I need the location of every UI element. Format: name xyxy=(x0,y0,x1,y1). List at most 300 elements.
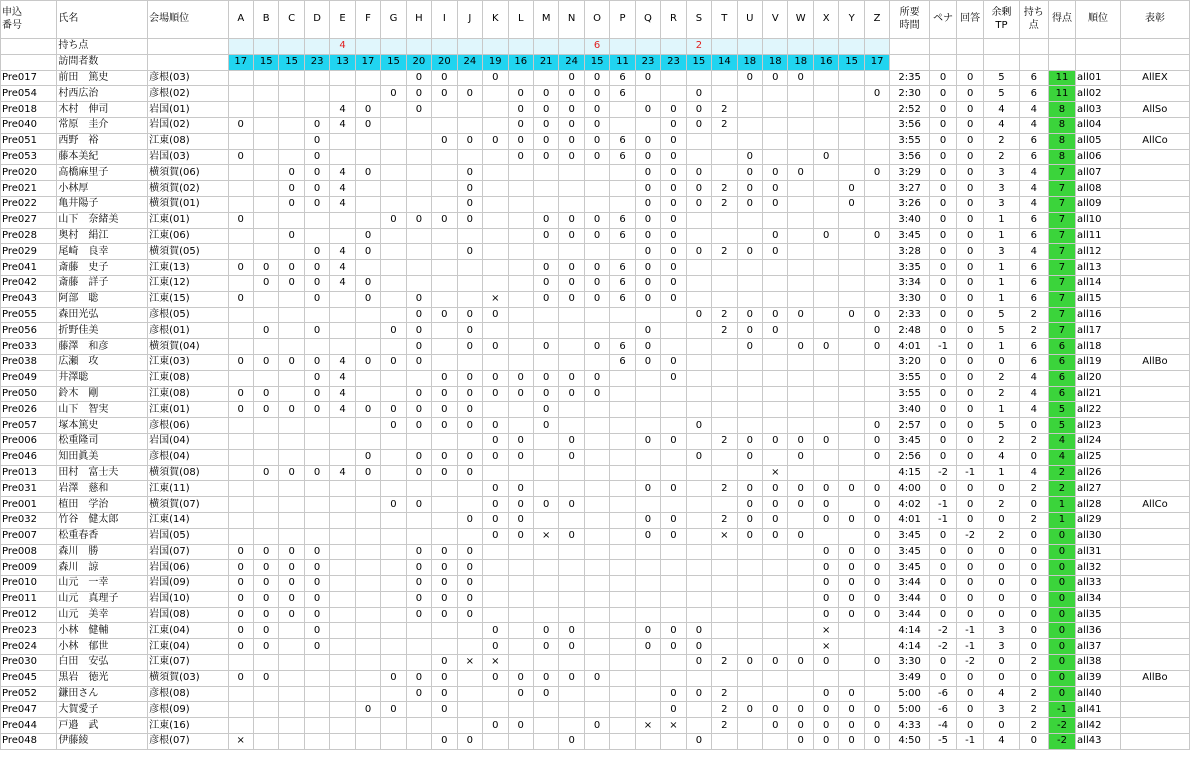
checkpoint-m: 0 xyxy=(533,497,558,513)
entry-id: Pre043 xyxy=(1,291,57,307)
checkpoint-g xyxy=(381,149,406,165)
points-cell xyxy=(355,39,380,55)
checkpoint-v xyxy=(763,133,788,149)
penalty: 0 xyxy=(929,544,956,560)
column-header: X xyxy=(813,1,838,39)
checkpoint-i xyxy=(432,497,457,513)
checkpoint-r: 0 xyxy=(661,102,686,118)
checkpoint-v xyxy=(763,402,788,418)
checkpoint-d xyxy=(304,670,329,686)
checkpoint-r: 0 xyxy=(661,354,686,370)
table-row xyxy=(1,702,1190,718)
checkpoint-g xyxy=(381,165,406,181)
checkpoint-z: 0 xyxy=(864,544,889,560)
checkpoint-c xyxy=(279,718,304,734)
checkpoint-q xyxy=(635,418,660,434)
checkpoint-x: 0 xyxy=(813,149,838,165)
venue-rank: 岩国(07) xyxy=(148,544,228,560)
checkpoint-q: 0 xyxy=(635,228,660,244)
elapsed-time: 3:55 xyxy=(890,370,930,386)
checkpoint-u xyxy=(737,370,762,386)
penalty: 0 xyxy=(929,165,956,181)
held-points: 6 xyxy=(1019,70,1048,86)
checkpoint-a xyxy=(228,196,253,212)
checkpoint-f: 0 xyxy=(355,102,380,118)
checkpoint-g xyxy=(381,607,406,623)
checkpoint-v: 0 xyxy=(763,323,788,339)
venue-rank: 彦根(04) xyxy=(148,449,228,465)
checkpoint-e xyxy=(330,481,355,497)
checkpoint-p xyxy=(610,655,635,671)
checkpoint-j xyxy=(457,497,482,513)
venue-rank: 横須賀(07) xyxy=(148,497,228,513)
overall-rank: all40 xyxy=(1076,686,1121,702)
participant-name: 大賀愛子 xyxy=(57,702,148,718)
checkpoint-j xyxy=(457,686,482,702)
checkpoint-g: 0 xyxy=(381,354,406,370)
checkpoint-f xyxy=(355,607,380,623)
checkpoint-m xyxy=(533,481,558,497)
checkpoint-i: 0 xyxy=(432,607,457,623)
checkpoint-k xyxy=(483,86,508,102)
total-score: 0 xyxy=(1048,544,1075,560)
penalty: 0 xyxy=(929,117,956,133)
points-cell xyxy=(533,39,558,55)
checkpoint-t: 2 xyxy=(712,117,737,133)
checkpoint-c xyxy=(279,449,304,465)
checkpoint-j xyxy=(457,670,482,686)
checkpoint-t xyxy=(712,133,737,149)
total-score: 0 xyxy=(1048,686,1075,702)
participant-name: 斎藤 詳子 xyxy=(57,275,148,291)
checkpoint-p xyxy=(610,576,635,592)
total-score: 8 xyxy=(1048,117,1075,133)
checkpoint-z xyxy=(864,70,889,86)
checkpoint-b xyxy=(253,655,278,671)
checkpoint-x: 0 xyxy=(813,544,838,560)
checkpoint-x xyxy=(813,212,838,228)
venue-rank: 江東(14) xyxy=(148,512,228,528)
checkpoint-d: 0 xyxy=(304,149,329,165)
checkpoint-x xyxy=(813,386,838,402)
surplus-tp: 1 xyxy=(984,275,1019,291)
blank-cell xyxy=(148,39,228,55)
checkpoint-z xyxy=(864,260,889,276)
checkpoint-y xyxy=(839,275,864,291)
checkpoint-o xyxy=(584,449,609,465)
checkpoint-d: 0 xyxy=(304,354,329,370)
checkpoint-v: 0 xyxy=(763,433,788,449)
checkpoint-r: 0 xyxy=(661,117,686,133)
checkpoint-g xyxy=(381,370,406,386)
checkpoint-p xyxy=(610,433,635,449)
surplus-tp: 0 xyxy=(984,576,1019,592)
surplus-tp: 0 xyxy=(984,670,1019,686)
elapsed-time: 3:44 xyxy=(890,591,930,607)
points-cell xyxy=(763,39,788,55)
checkpoint-o xyxy=(584,512,609,528)
table-row xyxy=(1,623,1190,639)
checkpoint-e: 4 xyxy=(330,354,355,370)
checkpoint-e xyxy=(330,718,355,734)
checkpoint-s xyxy=(686,607,711,623)
checkpoint-c: 0 xyxy=(279,560,304,576)
checkpoint-i xyxy=(432,291,457,307)
checkpoint-k xyxy=(483,165,508,181)
checkpoint-f xyxy=(355,196,380,212)
checkpoint-c xyxy=(279,481,304,497)
checkpoint-w xyxy=(788,228,813,244)
checkpoint-v xyxy=(763,560,788,576)
checkpoint-n xyxy=(559,544,584,560)
checkpoint-d: 0 xyxy=(304,260,329,276)
checkpoint-m xyxy=(533,560,558,576)
checkpoint-s: 0 xyxy=(686,639,711,655)
checkpoint-o: 0 xyxy=(584,339,609,355)
checkpoint-n: 0 xyxy=(559,734,584,750)
award xyxy=(1120,228,1189,244)
checkpoint-p: 6 xyxy=(610,133,635,149)
table-row xyxy=(1,449,1190,465)
penalty: -1 xyxy=(929,512,956,528)
overall-rank: all41 xyxy=(1076,702,1121,718)
entry-id: Pre048 xyxy=(1,734,57,750)
checkpoint-y xyxy=(839,339,864,355)
checkpoint-l xyxy=(508,591,533,607)
checkpoint-r: × xyxy=(661,718,686,734)
elapsed-time: 4:01 xyxy=(890,512,930,528)
checkpoint-y xyxy=(839,528,864,544)
total-score: 4 xyxy=(1048,433,1075,449)
checkpoint-y xyxy=(839,260,864,276)
checkpoint-o xyxy=(584,497,609,513)
checkpoint-a xyxy=(228,528,253,544)
checkpoint-l xyxy=(508,307,533,323)
elapsed-time: 4:14 xyxy=(890,639,930,655)
checkpoint-a xyxy=(228,512,253,528)
total-score: 0 xyxy=(1048,528,1075,544)
checkpoint-a: 0 xyxy=(228,354,253,370)
participant-name: 奥村 絹江 xyxy=(57,228,148,244)
surplus-tp: 1 xyxy=(984,291,1019,307)
checkpoint-r: 0 xyxy=(661,228,686,244)
award xyxy=(1120,623,1189,639)
checkpoint-p: 6 xyxy=(610,291,635,307)
surplus-tp: 0 xyxy=(984,481,1019,497)
checkpoint-k: 0 xyxy=(483,433,508,449)
checkpoint-j: 0 xyxy=(457,734,482,750)
checkpoint-p xyxy=(610,497,635,513)
checkpoint-g xyxy=(381,544,406,560)
points-cell xyxy=(253,39,278,55)
penalty: -2 xyxy=(929,623,956,639)
checkpoint-a: 0 xyxy=(228,149,253,165)
table-row xyxy=(1,670,1190,686)
participant-name: 亀井陽子 xyxy=(57,196,148,212)
checkpoint-c: 0 xyxy=(279,165,304,181)
checkpoint-c xyxy=(279,734,304,750)
checkpoint-r xyxy=(661,386,686,402)
penalty: 0 xyxy=(929,481,956,497)
checkpoint-e xyxy=(330,323,355,339)
held-points: 2 xyxy=(1019,481,1048,497)
answer-score: 0 xyxy=(957,133,984,149)
award xyxy=(1120,481,1189,497)
checkpoint-t xyxy=(712,386,737,402)
checkpoint-n: 0 xyxy=(559,86,584,102)
checkpoint-p: 6 xyxy=(610,70,635,86)
total-score: 7 xyxy=(1048,291,1075,307)
checkpoint-l xyxy=(508,560,533,576)
checkpoint-l: 0 xyxy=(508,497,533,513)
venue-rank: 岩国(09) xyxy=(148,576,228,592)
checkpoint-c xyxy=(279,212,304,228)
checkpoint-k xyxy=(483,576,508,592)
column-header: R xyxy=(661,1,686,39)
checkpoint-a xyxy=(228,433,253,449)
checkpoint-b xyxy=(253,497,278,513)
participant-name: 山下 智実 xyxy=(57,402,148,418)
overall-rank: all17 xyxy=(1076,323,1121,339)
entry-id: Pre020 xyxy=(1,165,57,181)
checkpoint-x: 0 xyxy=(813,512,838,528)
checkpoint-l: 0 xyxy=(508,86,533,102)
surplus-tp: 5 xyxy=(984,70,1019,86)
checkpoint-i xyxy=(432,718,457,734)
checkpoint-z: 0 xyxy=(864,607,889,623)
total-score: 7 xyxy=(1048,260,1075,276)
visitors-cell: 15 xyxy=(279,54,304,70)
surplus-tp: 5 xyxy=(984,323,1019,339)
checkpoint-h: 0 xyxy=(406,402,431,418)
entry-id: Pre053 xyxy=(1,149,57,165)
elapsed-time: 3:35 xyxy=(890,260,930,276)
checkpoint-g xyxy=(381,465,406,481)
checkpoint-k xyxy=(483,260,508,276)
elapsed-time: 3:44 xyxy=(890,576,930,592)
checkpoint-a xyxy=(228,718,253,734)
checkpoint-p xyxy=(610,560,635,576)
checkpoint-y xyxy=(839,212,864,228)
checkpoint-l xyxy=(508,196,533,212)
award xyxy=(1120,544,1189,560)
checkpoint-k xyxy=(483,686,508,702)
checkpoint-q: 0 xyxy=(635,354,660,370)
checkpoint-c: 0 xyxy=(279,260,304,276)
checkpoint-p xyxy=(610,386,635,402)
total-score: 6 xyxy=(1048,370,1075,386)
venue-rank: 横須賀(03) xyxy=(148,670,228,686)
visitors-cell: 15 xyxy=(839,54,864,70)
total-score: -2 xyxy=(1048,734,1075,750)
checkpoint-z: 0 xyxy=(864,576,889,592)
total-score: 1 xyxy=(1048,497,1075,513)
participant-name: 竹谷 健太郎 xyxy=(57,512,148,528)
checkpoint-n: 0 xyxy=(559,70,584,86)
checkpoint-h: 0 xyxy=(406,70,431,86)
surplus-tp: 2 xyxy=(984,133,1019,149)
checkpoint-m xyxy=(533,354,558,370)
entry-id: Pre041 xyxy=(1,260,57,276)
checkpoint-t: 2 xyxy=(712,718,737,734)
penalty: 0 xyxy=(929,370,956,386)
visitors-cell: 20 xyxy=(406,54,431,70)
column-header: D xyxy=(304,1,329,39)
blank-cell xyxy=(1120,54,1189,70)
held-points: 0 xyxy=(1019,528,1048,544)
answer-score: 0 xyxy=(957,70,984,86)
checkpoint-f xyxy=(355,718,380,734)
visitors-cell: 15 xyxy=(686,54,711,70)
checkpoint-o xyxy=(584,196,609,212)
checkpoint-v xyxy=(763,149,788,165)
visitors-cell: 20 xyxy=(432,54,457,70)
points-cell xyxy=(839,39,864,55)
table-row xyxy=(1,117,1190,133)
checkpoint-u: 0 xyxy=(737,323,762,339)
checkpoint-u xyxy=(737,734,762,750)
checkpoint-k xyxy=(483,275,508,291)
checkpoint-l: 0 xyxy=(508,718,533,734)
checkpoint-e xyxy=(330,497,355,513)
overall-rank: all35 xyxy=(1076,607,1121,623)
column-header: J xyxy=(457,1,482,39)
checkpoint-s: 0 xyxy=(686,307,711,323)
blank-cell xyxy=(1019,39,1048,55)
checkpoint-q: 0 xyxy=(635,339,660,355)
held-points: 6 xyxy=(1019,133,1048,149)
checkpoint-o: 0 xyxy=(584,386,609,402)
checkpoint-x xyxy=(813,465,838,481)
checkpoint-g xyxy=(381,512,406,528)
penalty: 0 xyxy=(929,181,956,197)
checkpoint-s xyxy=(686,291,711,307)
award xyxy=(1120,291,1189,307)
surplus-tp: 0 xyxy=(984,718,1019,734)
checkpoint-o: 0 xyxy=(584,86,609,102)
held-points: 4 xyxy=(1019,102,1048,118)
checkpoint-x xyxy=(813,291,838,307)
checkpoint-o: 0 xyxy=(584,70,609,86)
checkpoint-l: 0 xyxy=(508,433,533,449)
entry-id: Pre012 xyxy=(1,607,57,623)
checkpoint-m: 0 xyxy=(533,623,558,639)
checkpoint-b xyxy=(253,102,278,118)
checkpoint-d xyxy=(304,339,329,355)
table-row xyxy=(1,512,1190,528)
checkpoint-x xyxy=(813,181,838,197)
checkpoint-y xyxy=(839,102,864,118)
checkpoint-j: 0 xyxy=(457,133,482,149)
table-row xyxy=(1,607,1190,623)
surplus-tp: 0 xyxy=(984,560,1019,576)
checkpoint-m: 0 xyxy=(533,370,558,386)
elapsed-time: 3:20 xyxy=(890,354,930,370)
checkpoint-g xyxy=(381,133,406,149)
checkpoint-t xyxy=(712,260,737,276)
checkpoint-s: 0 xyxy=(686,734,711,750)
checkpoint-k xyxy=(483,323,508,339)
table-row xyxy=(1,481,1190,497)
checkpoint-o xyxy=(584,418,609,434)
column-header: A xyxy=(228,1,253,39)
checkpoint-v: 0 xyxy=(763,228,788,244)
checkpoint-l xyxy=(508,228,533,244)
checkpoint-b: 0 xyxy=(253,386,278,402)
checkpoint-c xyxy=(279,149,304,165)
checkpoint-e xyxy=(330,702,355,718)
checkpoint-b xyxy=(253,244,278,260)
checkpoint-x xyxy=(813,70,838,86)
column-header: L xyxy=(508,1,533,39)
checkpoint-t: 2 xyxy=(712,481,737,497)
checkpoint-p: 6 xyxy=(610,339,635,355)
checkpoint-q xyxy=(635,686,660,702)
checkpoint-a xyxy=(228,228,253,244)
visitors-cell: 17 xyxy=(228,54,253,70)
checkpoint-j: 0 xyxy=(457,244,482,260)
elapsed-time: 3:45 xyxy=(890,560,930,576)
entry-id: Pre052 xyxy=(1,686,57,702)
blank-cell xyxy=(1120,39,1189,55)
checkpoint-b: 0 xyxy=(253,402,278,418)
checkpoint-e: 4 xyxy=(330,165,355,181)
checkpoint-m xyxy=(533,165,558,181)
checkpoint-c xyxy=(279,686,304,702)
elapsed-time: 2:33 xyxy=(890,307,930,323)
checkpoint-d: 0 xyxy=(304,370,329,386)
elapsed-time: 4:14 xyxy=(890,623,930,639)
penalty: -1 xyxy=(929,497,956,513)
checkpoint-i xyxy=(432,149,457,165)
held-points: 4 xyxy=(1019,117,1048,133)
penalty: 0 xyxy=(929,133,956,149)
checkpoint-b xyxy=(253,734,278,750)
checkpoint-t xyxy=(712,275,737,291)
checkpoint-o xyxy=(584,544,609,560)
checkpoint-f: 0 xyxy=(355,117,380,133)
checkpoint-s: 0 xyxy=(686,102,711,118)
checkpoint-h xyxy=(406,117,431,133)
total-score: 11 xyxy=(1048,86,1075,102)
checkpoint-s xyxy=(686,275,711,291)
checkpoint-r: 0 xyxy=(661,260,686,276)
checkpoint-d: 0 xyxy=(304,607,329,623)
checkpoint-n: 0 xyxy=(559,370,584,386)
checkpoint-d: 0 xyxy=(304,402,329,418)
award xyxy=(1120,433,1189,449)
visitors-cell: 16 xyxy=(508,54,533,70)
checkpoint-c xyxy=(279,339,304,355)
elapsed-time: 4:01 xyxy=(890,339,930,355)
points-cell xyxy=(406,39,431,55)
elapsed-time: 3:44 xyxy=(890,607,930,623)
points-cell xyxy=(661,39,686,55)
checkpoint-f xyxy=(355,576,380,592)
participant-name: 黒岩 徳光 xyxy=(57,670,148,686)
checkpoint-t xyxy=(712,560,737,576)
blank-cell xyxy=(929,39,956,55)
checkpoint-p xyxy=(610,102,635,118)
checkpoint-v: 0 xyxy=(763,655,788,671)
checkpoint-j: 0 xyxy=(457,323,482,339)
checkpoint-r xyxy=(661,734,686,750)
checkpoint-m: × xyxy=(533,528,558,544)
checkpoint-p xyxy=(610,544,635,560)
entry-id: Pre051 xyxy=(1,133,57,149)
checkpoint-r xyxy=(661,86,686,102)
checkpoint-l xyxy=(508,465,533,481)
